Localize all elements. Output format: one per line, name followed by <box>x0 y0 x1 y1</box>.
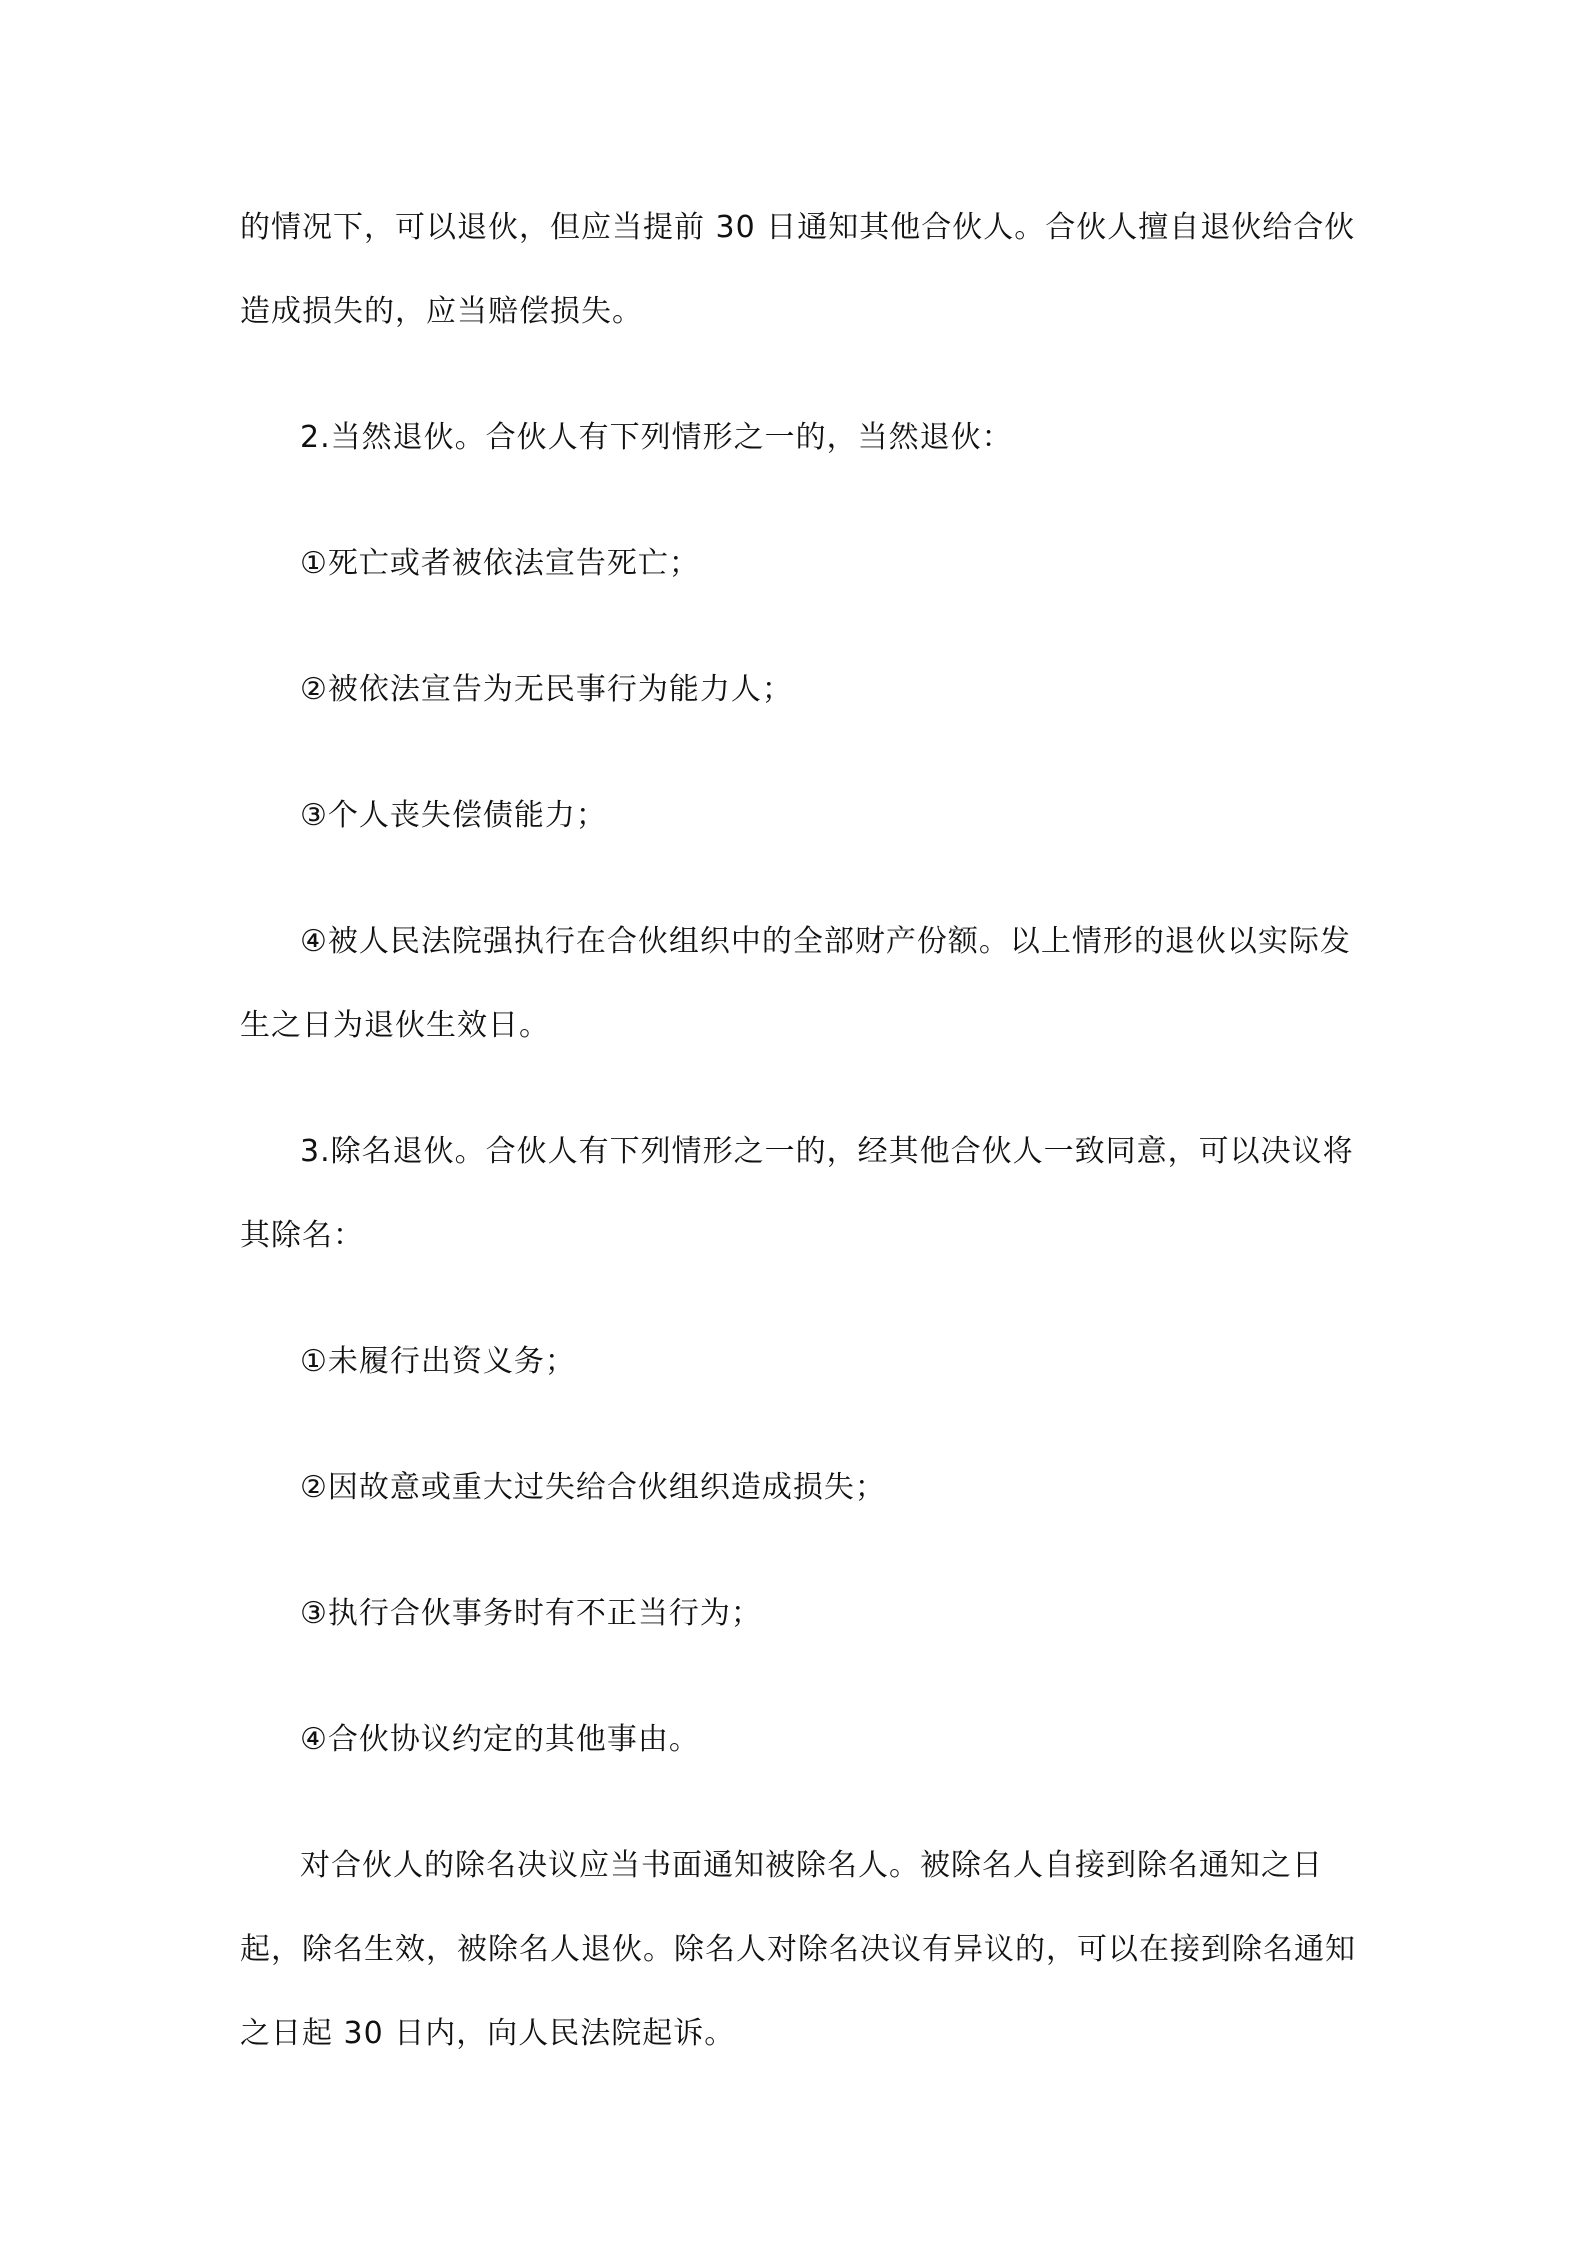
list-item-no-contribution: ①未履行出资义务； <box>300 1344 576 1379</box>
list-item-incapacity: ②被依法宣告为无民事行为能力人； <box>300 672 793 707</box>
paragraph-automatic-withdrawal: 2.当然退伙。合伙人有下列情形之一的，当然退伙： <box>300 420 1013 455</box>
list-item-enforcement: ④被人民法院强执行在合伙组织中的全部财产份额。以上情形的退伙以实际发生之日为退伙生效日。 <box>240 924 1351 1043</box>
paragraph-expulsion-notice: 对合伙人的除名决议应当书面通知被除名人。被除名人自接到除名通知之日起，除名生效，被除名人退伙。除名人对除名决议有异议的，可以在接到除名通知之日起 30 日内，向人民法院起诉。 <box>240 1848 1356 2051</box>
list-item-other-reasons: ④合伙协议约定的其他事由。 <box>300 1722 700 1757</box>
list-item-negligence: ②因故意或重大过失给合伙组织造成损失； <box>300 1470 886 1505</box>
paragraph-expulsion: 3.除名退伙。合伙人有下列情形之一的，经其他合伙人一致同意，可以决议将其除名： <box>240 1134 1354 1253</box>
list-item-death: ①死亡或者被依法宣告死亡； <box>300 546 700 581</box>
paragraph-voluntary-withdrawal-cont: 的情况下，可以退伙，但应当提前 30 日通知其他合伙人。合伙人擅自退伙给合伙造成损失的，应当赔偿损失。 <box>240 210 1356 329</box>
list-item-insolvency: ③个人丧失偿债能力； <box>300 798 607 833</box>
list-item-misconduct: ③执行合伙事务时有不正当行为； <box>300 1596 762 1631</box>
